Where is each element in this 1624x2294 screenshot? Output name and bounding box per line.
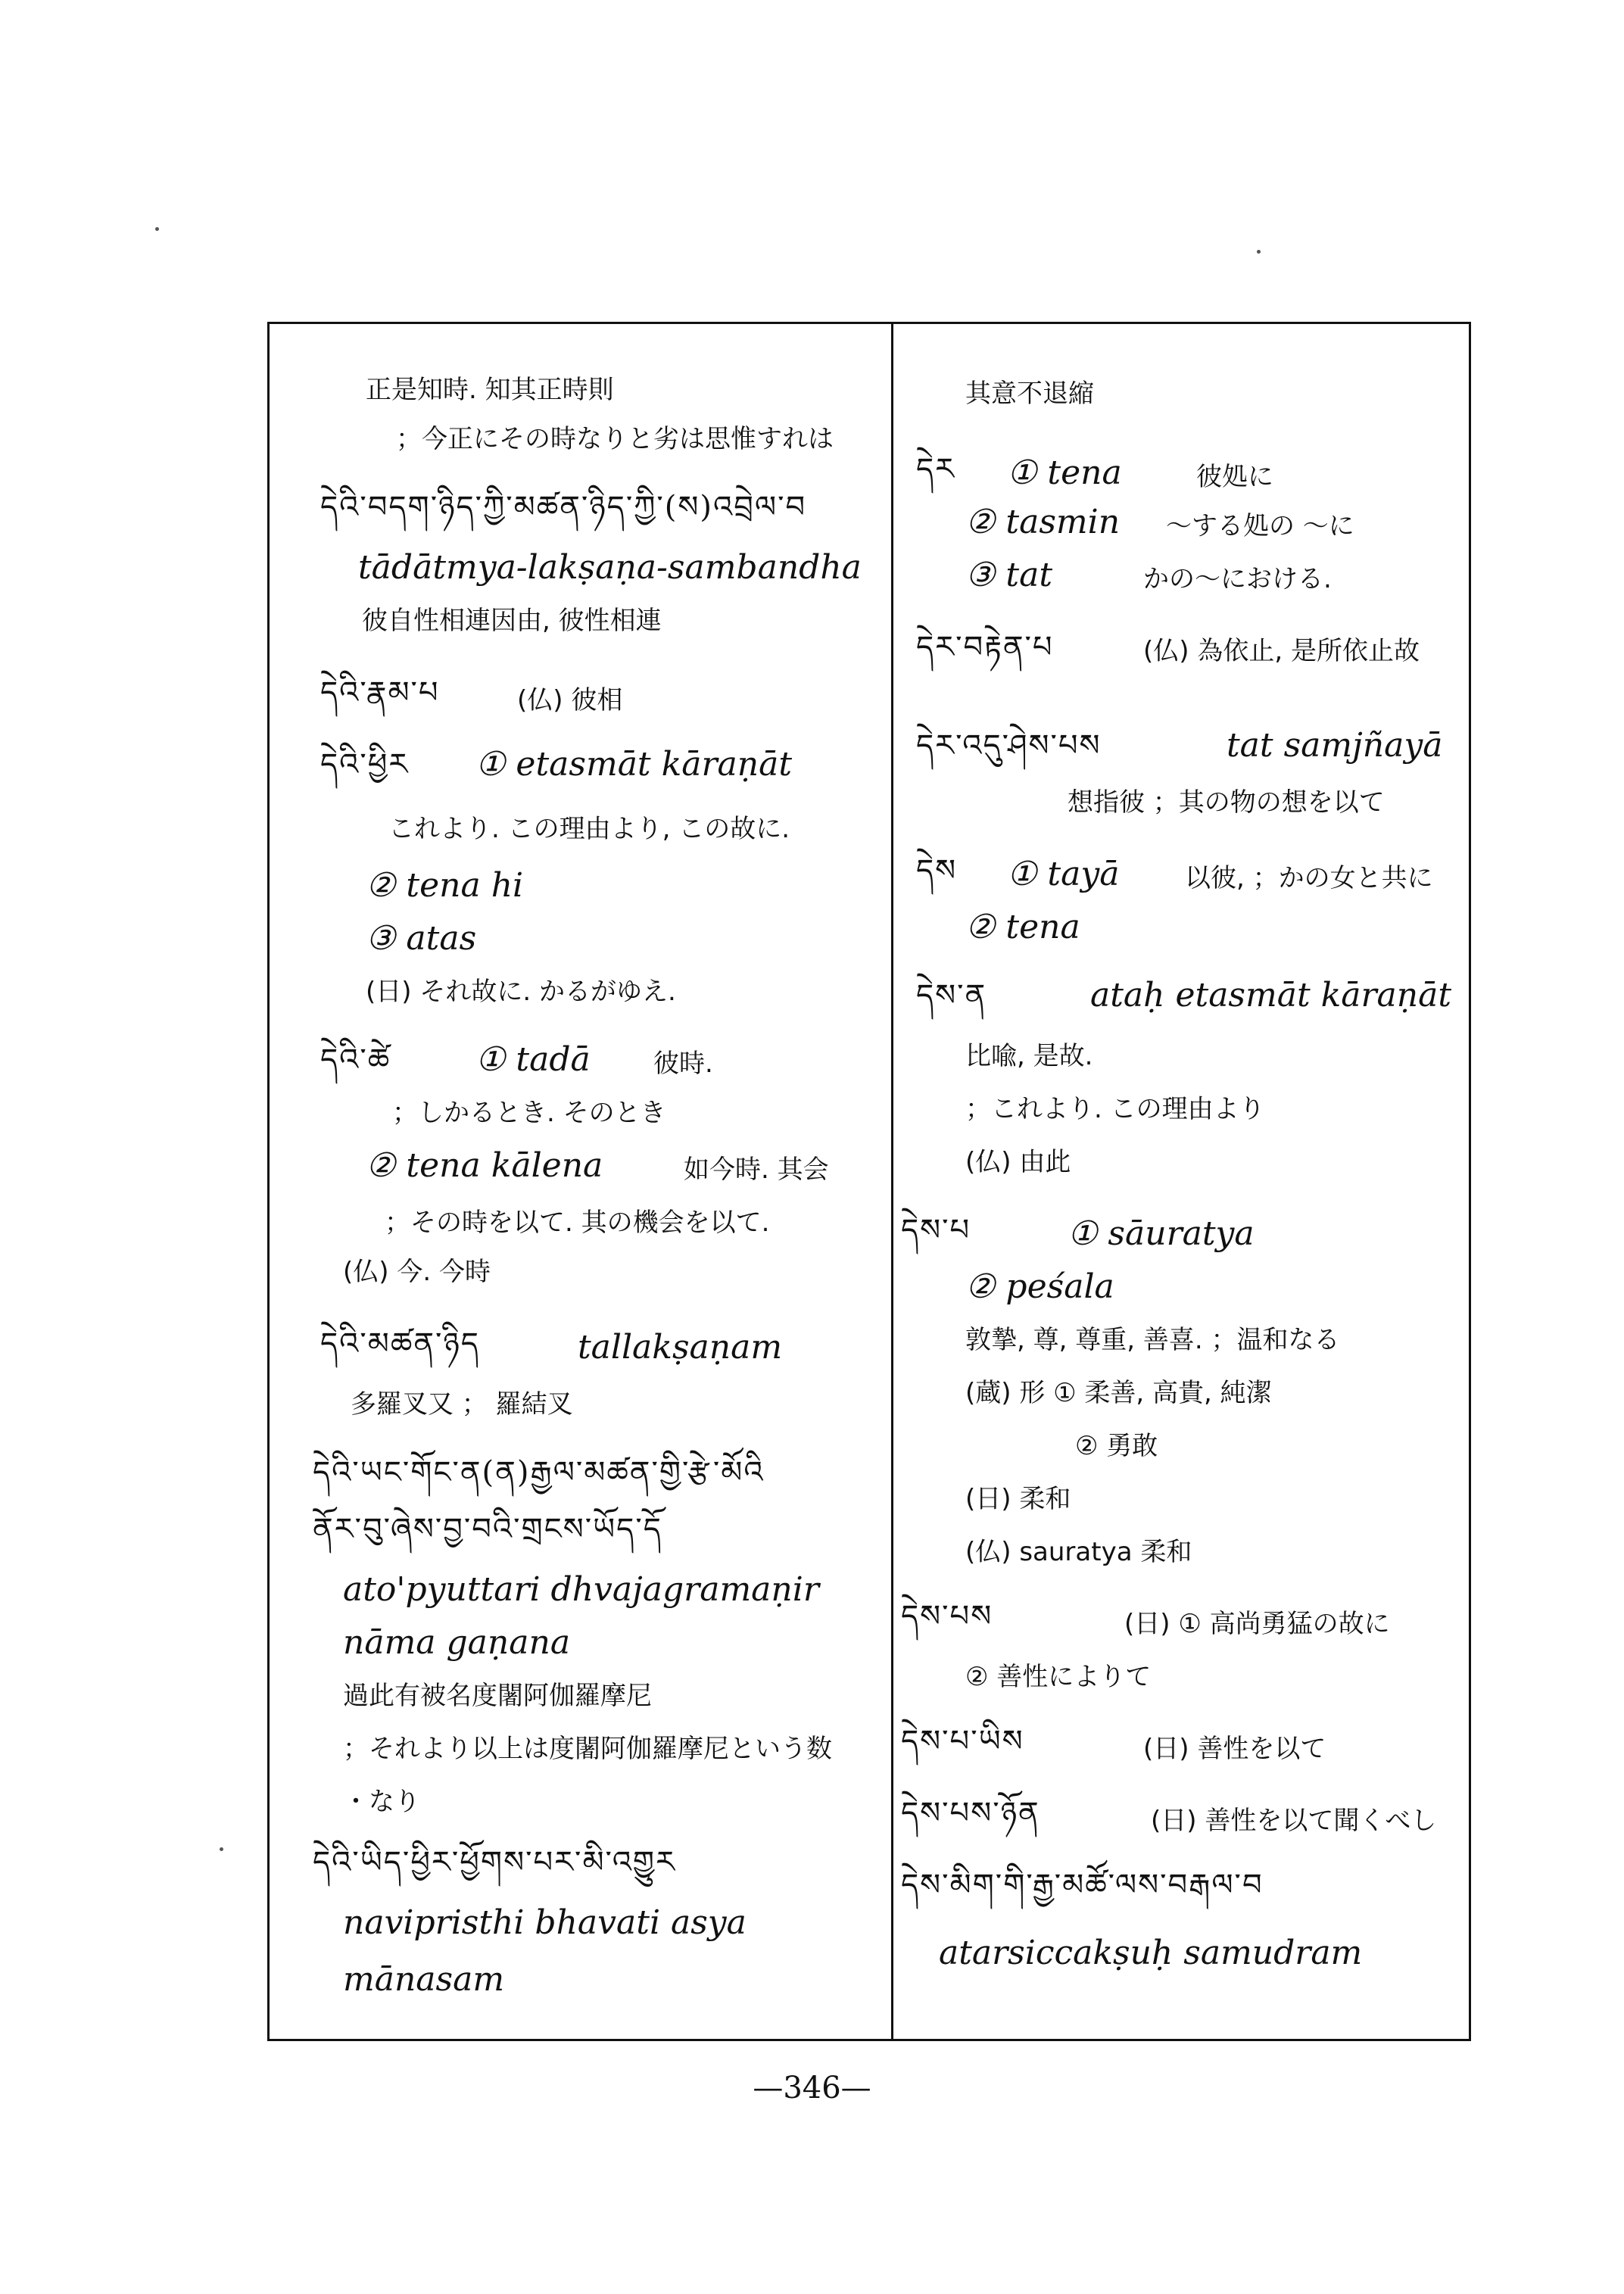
left-column-line: (日) それ故に. かるがゆえ. [366,977,676,1007]
left-column-line: 如今時. 其会 [684,1155,829,1185]
left-column-line: དེའི་མཚན་ཉིད [320,1326,480,1361]
left-column-line: tallakṣaṇam [578,1328,783,1367]
right-column-line: (仏) sauratya 柔和 [965,1537,1192,1567]
left-column-line: ；しかるとき. そのとき [392,1098,666,1128]
right-column-line: (日) ① 高尚勇猛の故に [1124,1609,1390,1639]
scan-speck [220,1847,223,1851]
right-column-line: དེས་པ་ཡིས [901,1724,1024,1759]
right-column-line: (日) 善性を以て聞くべし [1151,1806,1437,1836]
right-column-line: かの～における. [1143,564,1332,594]
right-column-line: ① tayā [1007,855,1120,893]
left-column-line: 正是知時. 知其正時則 [366,375,614,405]
right-column-line: (日) 善性を以て [1143,1734,1326,1764]
left-column-line: ato'pyuttari dhvajagramaṇir [343,1570,819,1609]
left-column-line: ① etasmāt kāraṇāt [475,745,792,784]
right-column-line: ① tena [1007,454,1122,492]
left-column-line: དེའི་ཚེ [320,1043,391,1077]
right-column-line: 比喩, 是故. [965,1041,1093,1071]
left-column-line: དེའི་ཕྱིར [320,747,410,782]
left-column-line: ③ atas [366,919,477,958]
right-column-line: (仏) 由此 [965,1147,1071,1177]
right-column-line: tat samjñayā [1227,726,1443,765]
left-column-line: ② tena hi [366,866,524,905]
page-number: —346— [753,2071,871,2105]
left-column-line: これより. この理由より, この故に. [388,814,790,844]
left-column-line: (仏) 彼相 [517,685,623,715]
scan-speck [1257,250,1261,254]
left-column-line: 彼時. [653,1049,713,1079]
right-column-line: ② peśala [965,1267,1114,1306]
right-column-line: ② 善性によりて [965,1662,1152,1692]
right-column-line: ataḥ etasmāt kāraṇāt [1090,976,1452,1015]
left-column-line: ；その時を以て. 其の機会を以て. [385,1208,770,1238]
left-column-line: tādātmya-lakṣaṇa-sambandha [358,548,862,587]
right-column-line: ① sāuratya [1068,1214,1255,1253]
right-column-line: 敦摯, 尊, 尊重, 善喜. ；温和なる [965,1325,1340,1355]
left-column-line: 多羅叉又 ； 羅結叉 [351,1389,573,1420]
right-column-line: 其意不退縮 [965,379,1094,409]
left-column-line: nāma gaṇana [343,1623,571,1662]
left-column-line: དེའི་བདག་ཉིད་ཀྱི་མཚན་ཉིད་ཀྱི་(ས)འབྲེལ་བ [320,490,807,525]
left-column-line: དེའི་ཡིད་ཕྱིར་ཕྱོགས་པར་མི་འགྱུར [313,1845,676,1880]
left-column-line: mānasam [343,1960,505,1999]
right-column-line: 以彼, ；かの女と共に [1185,863,1433,893]
right-column-line: དེས [916,853,958,888]
right-column-line: དེར་འདུ་ཤེས་པས [916,728,1102,763]
right-column-line: atarsiccakṣuḥ samudram [939,1934,1363,1972]
left-column-line: navipristhi bhavati asya [343,1903,747,1942]
right-column-line: ② 勇敢 [1075,1431,1158,1461]
left-column-line: ・なり [343,1787,420,1817]
right-column-line: དེས་པས་ཉོན [901,1796,1040,1831]
right-column-line: ③ tat [965,556,1053,594]
right-column-line: (日) 柔和 [965,1484,1071,1514]
right-column-line: ；これより. この理由より [965,1094,1265,1124]
right-column-line: དེས་མིག་གི་རྒྱ་མཚོ་ལས་བརྒལ་བ [901,1868,1264,1903]
right-column-line: (蔵) 形 ① 柔善, 高貴, 純潔 [965,1378,1272,1408]
scan-speck [155,227,159,231]
right-column-line: དེས་པ [901,1213,971,1248]
right-column-line: 想指彼 ；其の物の想を以て [1068,787,1385,818]
right-column-line: དེར [916,452,956,487]
left-column-line: (仏) 今. 今時 [343,1257,491,1287]
right-column-line: དེས་ན [916,978,987,1013]
right-column-line: ② tena [965,908,1080,946]
right-column-line: དེར་བརྟེན་པ [916,630,1054,665]
left-column-line: དེའི་རྣམ་པ [320,675,440,710]
left-column-line: དེའི་ཡང་གོང་ན(ན)རྒྱལ་མཚན་གྱི་རྩེ་མོའི [313,1455,765,1490]
left-column [267,322,891,2041]
left-column-line: 過此有被名度闍阿伽羅摩尼 [343,1681,652,1711]
left-column-line: ② tena kālena [366,1146,603,1185]
right-column-line: (仏) 為依止, 是所依止故 [1143,636,1420,666]
right-column-line: དེས་པས [901,1599,993,1634]
right-column [893,322,1471,2041]
left-column-line: ；今正にその時なりと劣は思惟すれは [396,424,834,454]
left-column-line: ；それより以上は度闍阿伽羅摩尼という数 [343,1734,832,1764]
right-column-line: ② tasmin [965,503,1121,541]
right-column-line: ～する処の ～に [1166,511,1354,541]
left-column-line: ནོར་བུ་ཞེས་བྱ་བའི་གྲངས་ཡོད་དོ [313,1512,662,1547]
right-column-line: 彼処に [1196,462,1273,492]
left-column-line: 彼自性相連因由, 彼性相連 [362,606,662,636]
left-column-line: ① tadā [475,1040,591,1079]
